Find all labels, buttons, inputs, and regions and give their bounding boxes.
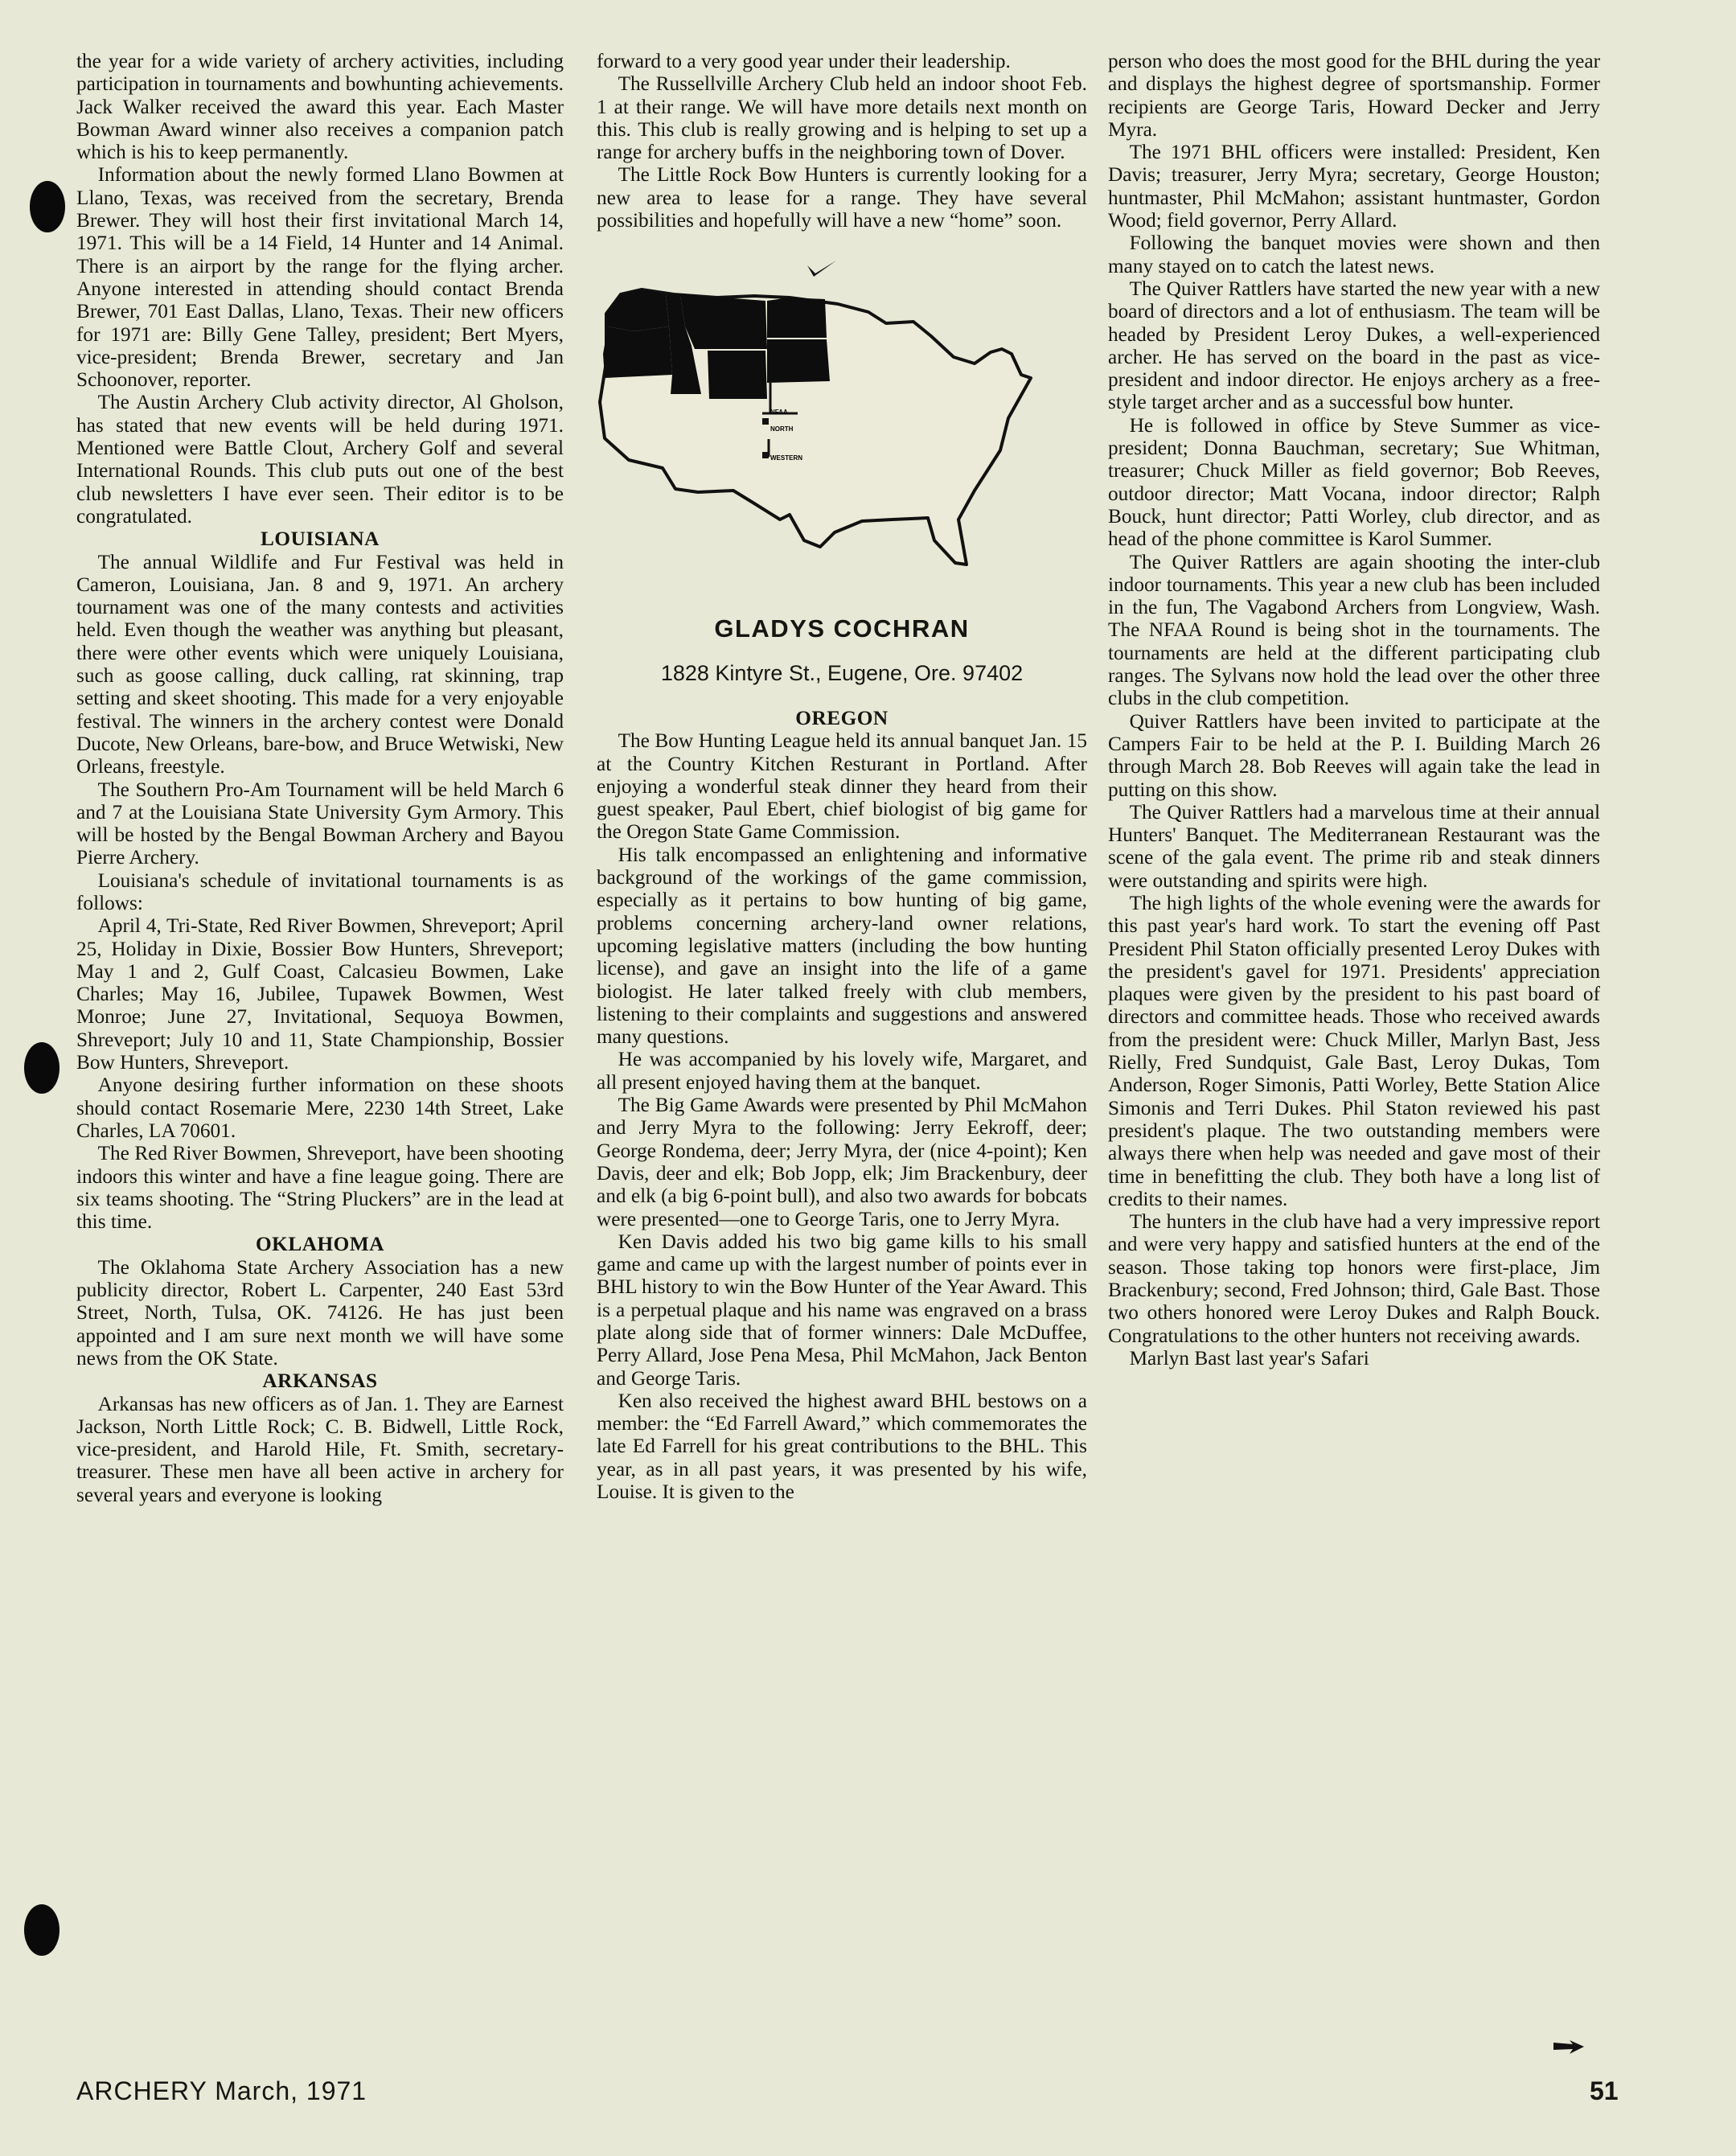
map-label-nfaa: NFAA — [770, 409, 788, 417]
region-map-figure — [597, 249, 1087, 684]
us-map-illustration — [597, 249, 1047, 587]
region-marker — [762, 452, 769, 458]
paragraph: He was accompanied by his lovely wife, Margaret, and all present enjoyed having them at the banquet. — [597, 1048, 1087, 1094]
paragraph: the year for a wide variety of archery activities, including participation in tournaments and bowhunting achievements. Jack Walker received the award this year. Each Master Bowman Award winner also receives a companion patch which is his to keep permanently. — [76, 50, 564, 164]
region-washington — [606, 290, 669, 331]
paragraph: Louisiana's schedule of invitational tournaments is as follows: — [76, 869, 564, 914]
paragraph: The Quiver Rattlers have started the new year with a new board of directors and a lot of enthusiasm. The team will be headed by President Leroy Dukes, a well-experienced archer. He has served on the board in the past as vice-president and indoor director. He enjoys archery as a free-style target archer and as a successful bow hunter. — [1108, 277, 1600, 414]
paragraph: The Quiver Rattlers are again shooting the inter-club indoor tournaments. This year a new club has been included in the fun, The Vagabond Archers from Longview, Wash. The NFAA Round is being shot in the tournaments. The tournaments are held at the different participating club ranges. The Sylvans now hold the lead over the other three clubs in the club competition. — [1108, 550, 1600, 710]
paragraph: The Little Rock Bow Hunters is currently looking for a new area to lease for a range. They have several possibilities and hopefully will have a new “home” soon. — [597, 163, 1087, 232]
binder-hole-bottom — [24, 1904, 60, 1956]
check-mark-icon — [807, 261, 836, 277]
paragraph: Ken also received the highest award BHL bestows on a member: the “Ed Farrell Award,” which commemorates the late Ed Farrell for his great contributions to the BHL. This year, as in all past years, it was presented by his wife, Louise. It is given to the — [597, 1389, 1087, 1504]
paragraph: The Oklahoma State Archery Association has a new publicity director, Robert L. Carpenter, 240 East 53rd Street, North, Tulsa, OK. 74126. He has just been appointed and I am sure next month we will have some news from the OK State. — [76, 1255, 564, 1370]
paragraph: Ken Davis added his two big game kills to his small game and came up with the largest number of points ever in BHL history to win the Bow Hunter of the Year Award. This is a perpetual plaque and his name was engraved on a brass plate along side that of former winners: Dale McDuffee, Perry Allard, Jose Pena Mesa, Phil McMahon, Jack Benton and George Taris. — [597, 1230, 1087, 1390]
map-label-north: NORTH — [770, 425, 794, 433]
column-right — [1108, 50, 1600, 2044]
region-wyoming — [708, 351, 767, 399]
byline-name: GLADYS COCHRAN — [714, 614, 970, 643]
column-middle-bottom — [597, 707, 1087, 1503]
column-middle-top — [597, 50, 1087, 232]
section-heading: LOUISIANA — [261, 528, 380, 551]
paragraph: The Bow Hunting League held its annual banquet Jan. 15 at the Country Kitchen Resturant in Portland. After enjoying a wonderful steak dinner they heard from their guest speaker, Paul Ebert, chief biologist of big game for the Oregon State Game Commission. — [597, 729, 1087, 844]
paragraph: The Big Game Awards were presented by Phil McMahon and Jerry Myra to the following: Jerry Eekroff, deer; George Rondema, deer; Jerry Myra, der (nice 4-point); Ken Davis, deer and elk; Bob Jopp, elk; Jim Brackenbury, deer and elk (a big 6-point bull), and also two awards for bobcats were presented—one to George Taris, one to Jerry Myra. — [597, 1094, 1087, 1230]
byline-address: 1828 Kintyre St., Eugene, Ore. 97402 — [660, 660, 1024, 685]
region-north-dakota — [767, 298, 827, 338]
paragraph: The hunters in the club have had a very impressive report and were very happy and satisfied hunters at the end of the season. Those taking top honors were first-place, Jim Brackenbury; second, Fred Johnson; third, Gale Bast. Those two others honored were Leroy Dukes and Ralph Bouck. Congratulations to the other hunters not receiving awards. — [1108, 1210, 1600, 1347]
paragraph: Arkansas has new officers as of Jan. 1. They are Earnest Jackson, North Little Rock; C. B. Bidwell, Little Rock, vice-president, and Harold Hile, Ft. Smith, secretary-treasurer. These men have all been active in archery for several years and everyone is looking — [76, 1392, 564, 1506]
footer-magazine-issue: ARCHERY March, 1971 — [76, 2076, 367, 2105]
paragraph: Marlyn Bast last year's Safari — [1129, 1346, 1369, 1370]
binder-hole-middle — [24, 1042, 60, 1094]
paragraph: The annual Wildlife and Fur Festival was held in Cameron, Louisiana, Jan. 8 and 9, 1971. An archery tournament was one of the many contests and activities held. Even though the weather was anything but pleasant, there were other events which were uniquely Louisiana, such as goose calling, duck calling, rat skinning, trap setting and skeet shooting. This made for a very enjoyable festival. The winners in the archery contest were Donald Ducote, New Orleans, bare-bow, and Bruce Wetwiski, New Orleans, freestyle. — [76, 550, 564, 778]
section-heading: ARKANSAS — [262, 1370, 378, 1393]
paragraph: The 1971 BHL officers were installed: President, Ken Davis; treasurer, Jerry Myra; secretary, George Houston; huntmaster, Phil McMahon; assistant huntmaster, Gordon Wood; field governor, Perry Allard. — [1108, 141, 1600, 232]
region-oregon — [603, 326, 672, 378]
binder-hole-top — [30, 181, 65, 232]
region-south-dakota — [767, 339, 830, 383]
continued-arrow-icon — [1552, 2039, 1586, 2055]
paragraph: Anyone desiring further information on these shoots should contact Rosemarie Mere, 2230 14th Street, Lake Charles, LA 70601. — [76, 1074, 564, 1142]
paragraph: The Red River Bowmen, Shreveport, have been shooting indoors this winter and have a fine league going. There are six teams shooting. The “String Pluckers” are in the lead at this time. — [76, 1142, 564, 1234]
paragraph: April 4, Tri-State, Red River Bowmen, Shreveport; April 25, Holiday in Dixie, Bossier Bow Hunters, Shreveport; May 1 and 2, Gulf Coast, Calcasieu Bowmen, Lake Charles; May 16, Jubilee, Tupawek Bowmen, West Monroe; June 27, Invitational, Sequoya Bowmen, Shreveport; July 10 and 11, State Championship, Bossier Bow Hunters, Shreveport. — [76, 914, 564, 1074]
map-label-western: WESTERN — [770, 454, 802, 462]
paragraph: person who does the most good for the BHL during the year and displays the highest degree of sportsmanship. Former recipients are George Taris, Howard Decker and Jerry Myra. — [1108, 50, 1600, 141]
section-heading: OREGON — [795, 706, 889, 729]
paragraph: Quiver Rattlers have been invited to participate at the Campers Fair to be held at the P. I. Building March 26 through March 28. Bob Reeves will again take the lead in putting on this show. — [1108, 709, 1600, 801]
region-marker — [762, 418, 769, 425]
paragraph: He is followed in office by Steve Summer as vice-president; Donna Bauchman, secretary; Sue Whitman, treasurer; Chuck Miller as field governor; Bob Reeves, outdoor director; Matt Vocana, indoor director; Ralph Bouck, hunt director; Patti Worley, club director, and as head of the phone committee is Karol Summer. — [1108, 413, 1600, 551]
region-montana — [680, 294, 767, 349]
paragraph: The Quiver Rattlers had a marvelous time at their annual Hunters' Banquet. The Mediterranean Restaurant was the scene of the gala event. The prime rib and steak dinners were outstanding and spirits were high. — [1108, 800, 1600, 892]
paragraph: The high lights of the whole evening were the awards for this past year's hard work. To start the evening off Past President Phil Staton officially presented Leroy Dukes with the president's gavel for 1971. Presidents' appreciation plaques were given by the president to his past board of directors and committee heads. Those who received awards from the president were: Chuck Miller, Marlyn Bast, Jess Rielly, Fred Sundquist, Gale Bast, Leroy Dukas, Tom Anderson, Roger Simonis, Patti Worley, Bette Station Alice Simonis and Terri Dukes. Phil Staton reviewed his past president's plaque. The two outstanding members were always there when help was needed and gave most of their time in benefitting the club. They both have a long list of credits to their names. — [1108, 891, 1600, 1210]
paragraph: forward to a very good year under their leadership. — [597, 50, 1011, 72]
paragraph: His talk encompassed an enlightening and informative background of the workings of the game commission, especially as it pertains to bow hunting of big game, problems concerning archery-land owner relations, upcoming legislative matters (including the bow hunting license), and gave an insight into the life of a game biologist. He later talked freely with club members, listening to their complaints and suggestions and answered many questions. — [597, 843, 1087, 1049]
column-middle — [597, 50, 1087, 2052]
page-number: 51 — [1590, 2076, 1619, 2105]
paragraph: Following the banquet movies were shown and then many stayed on to catch the latest news. — [1108, 232, 1600, 277]
section-heading: OKLAHOMA — [256, 1233, 384, 1256]
paragraph: The Russellville Archery Club held an indoor shoot Feb. 1 at their range. We will have more details next month on this. This club is really growing and is helping to set up a range for archery buffs in the neighboring town of Dover. — [597, 72, 1087, 164]
paragraph: Information about the newly formed Llano Bowmen at Llano, Texas, was received from the secretary, Brenda Brewer. They will host their first invitational March 14, 1971. This will be a 14 Field, 14 Hunter and 14 Animal. There is an airport by the range for the flying archer. Anyone interested in attending should contact Brenda Brewer, 701 East Dallas, Llano, Texas. Their new officers for 1971 are: Billy Gene Talley, president; Bert Myers, vice-president; Brenda Brewer, secretary and Jan Schoonover, reporter. — [76, 163, 564, 392]
paragraph: The Austin Archery Club activity director, Al Gholson, has stated that new events will be held during 1971. Mentioned were Battle Clout, Archery Golf and several International Rounds. This club puts out one of the best club newsletters I have ever seen. Their editor is to be congratulated. — [76, 391, 564, 528]
column-left — [76, 50, 564, 2012]
paragraph: The Southern Pro-Am Tournament will be held March 6 and 7 at the Louisiana State University Gym Armory. This will be hosted by the Bengal Bowman Archery and Bayou Pierre Archery. — [76, 778, 564, 869]
